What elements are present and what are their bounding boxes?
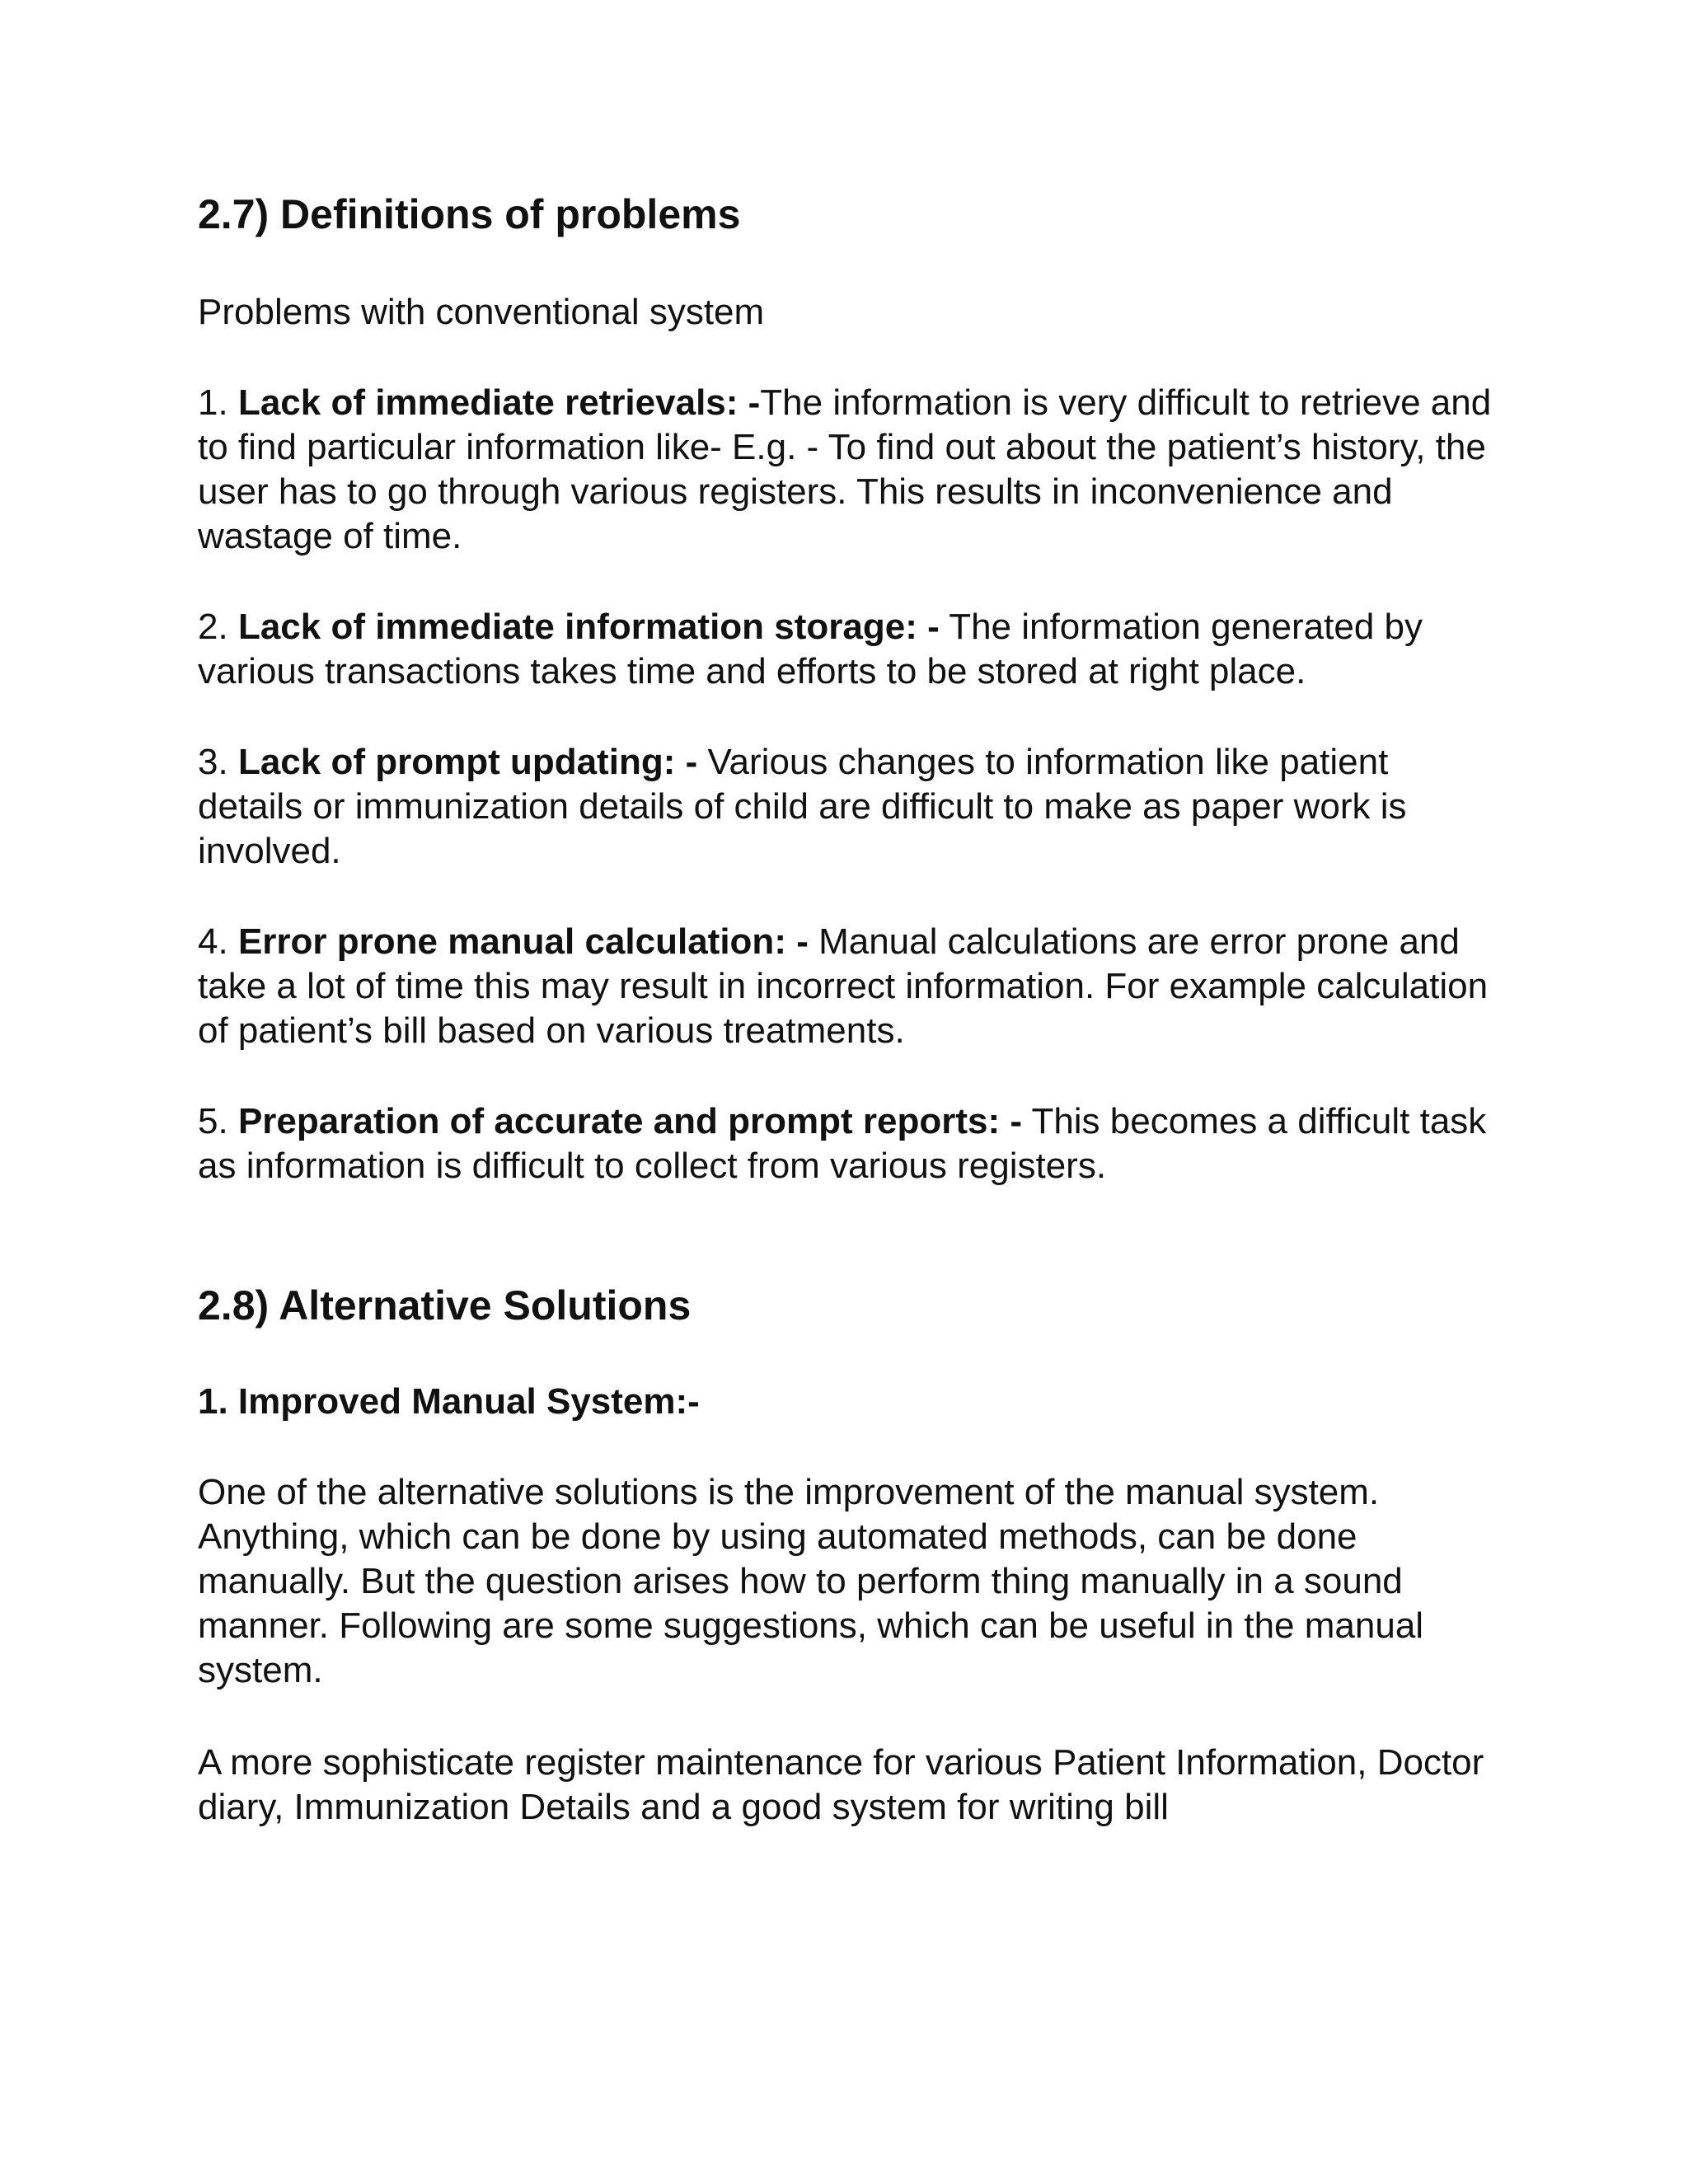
subheading-improved-manual-system: 1. Improved Manual System:- xyxy=(198,1381,700,1422)
problem-item xyxy=(198,1099,1500,1188)
problem-title: Lack of immediate retrievals: - xyxy=(237,382,761,423)
problem-item xyxy=(198,920,1500,1053)
problem-text: This becomes a difficult task as information is difficult to collect from various registers. xyxy=(198,1101,1487,1186)
problem-title: Lack of immediate information storage: - xyxy=(237,607,940,647)
intro-text: Problems with conventional system xyxy=(198,292,765,332)
problem-number: 5. xyxy=(198,1101,228,1141)
problem-number: 1. xyxy=(198,382,228,423)
document-page xyxy=(198,190,1500,1830)
problem-text: The information generated by various transactions takes time and efforts to be stored at right place. xyxy=(198,607,1423,691)
problem-title: Preparation of accurate and prompt reports: - xyxy=(237,1101,1022,1141)
paragraph: One of the alternative solutions is the improvement of the manual system. Anything, which can be done by using automated methods, can be done manually. But the question arises how to perform thing manually in a sound manner. Following are some suggestions, which can be useful in the manual system. xyxy=(198,1472,1424,1690)
problem-item xyxy=(198,381,1500,559)
problem-number: 4. xyxy=(198,921,228,962)
problem-number: 2. xyxy=(198,607,228,647)
problem-item xyxy=(198,605,1500,694)
paragraph: A more sophisticate register maintenance for various Patient Information, Doctor diary, Immunization Details and a good system for writing bill xyxy=(198,1742,1484,1827)
section-heading-alternatives: 2.8) Alternative Solutions xyxy=(198,1282,692,1329)
problem-number: 3. xyxy=(198,742,228,782)
problem-item xyxy=(198,740,1500,874)
problem-text: Various changes to information like patient details or immunization details of child are difficult to make as paper work is involved. xyxy=(198,742,1407,871)
problem-title: Error prone manual calculation: - xyxy=(237,921,809,962)
problem-title: Lack of prompt updating: - xyxy=(237,742,698,782)
section-heading-definitions: 2.7) Definitions of problems xyxy=(198,191,741,237)
problem-text: The information is very difficult to retrieve and to find particular information like- E.g. - To find out about the patient’s history, the user has to go through various registers. This results in inconvenience and wastage of time. xyxy=(198,382,1492,556)
problem-text: Manual calculations are error prone and take a lot of time this may result in incorrect information. For example calculation of patient’s bill based on various treatments. xyxy=(198,921,1489,1051)
